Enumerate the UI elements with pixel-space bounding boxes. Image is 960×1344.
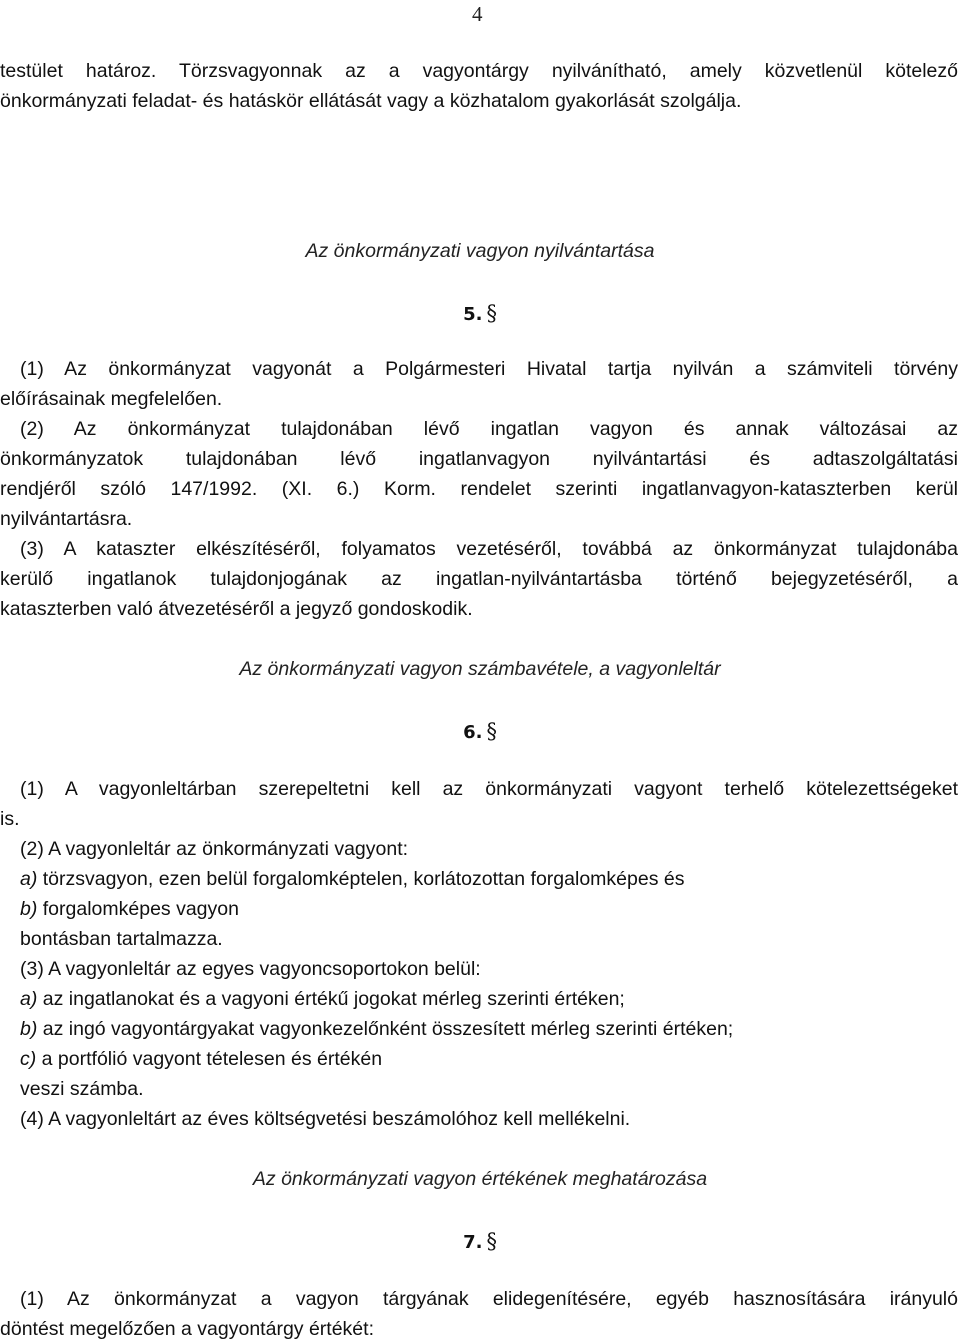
section-number: 5.: [463, 304, 483, 325]
paragraph-line: (1) Az önkormányzat vagyonát a Polgármesteri Hivatal tartja nyilván a számviteli törvény: [20, 358, 958, 380]
item-letter: a): [20, 868, 38, 890]
list-item: [20, 1044, 382, 1074]
paragraph-line: döntést megelőzően a vagyontárgy értékét:: [0, 1318, 374, 1340]
list-item: [20, 1014, 733, 1044]
section-heading: [0, 298, 960, 330]
paragraph-line: (4) A vagyonleltárt az éves költségvetési beszámolóhoz kell mellékelni.: [20, 1108, 631, 1130]
item-text: forgalomképes vagyon: [37, 898, 239, 920]
paragraph-line: (1) A vagyonleltárban szerepeltetni kell az önkormányzati vagyont terhelő kötelezettségeket: [20, 778, 958, 800]
section-title: Az önkormányzati vagyon értékének meghatározása: [252, 1168, 708, 1190]
item-text: törzsvagyon, ezen belül forgalomképtelen, korlátozottan forgalomképes és: [37, 868, 685, 890]
paragraph-line: előírásainak megfelelően.: [0, 388, 223, 410]
paragraph-line: önkormányzatok tulajdonában lévő ingatlanvagyon nyilvántartási és adtaszolgáltatási: [0, 448, 958, 470]
item-letter: b): [20, 898, 38, 920]
paragraph-sign: §: [486, 1229, 497, 1253]
item-letter: a): [20, 988, 38, 1010]
item-text: az ingó vagyontárgyakat vagyonkezelőnként összesített mérleg szerinti értéken;: [37, 1018, 734, 1040]
item-letter: c): [20, 1048, 37, 1070]
section-number: 7.: [463, 1232, 483, 1253]
paragraph-sign: §: [486, 301, 497, 325]
paragraph-line: (3) A kataszter elkészítéséről, folyamatos vezetéséről, továbbá az önkormányzat tulajdonába: [20, 538, 958, 560]
paragraph-line: kataszterben való átvezetéséről a jegyző gondoskodik.: [0, 598, 473, 620]
paragraph-line: bontásban tartalmazza.: [20, 928, 223, 950]
intro-line: önkormányzati feladat- és hatáskör ellátását vagy a közhatalom gyakorlását szolgálja.: [0, 90, 742, 112]
list-item: [20, 984, 625, 1014]
paragraph-line: kerülő ingatlanok tulajdonjogának az ingatlan-nyilvántartásba történő bejegyzetéséről, a: [0, 568, 958, 590]
page-number: 4: [472, 2, 483, 26]
list-item: [20, 864, 684, 894]
section-heading: [0, 716, 960, 748]
section-heading: [0, 1226, 960, 1258]
paragraph-line: rendjéről szóló 147/1992. (XI. 6.) Korm. rendelet szerinti ingatlanvagyon-kataszterben kerül: [0, 478, 958, 500]
paragraph-line: (2) A vagyonleltár az önkormányzati vagyont:: [20, 838, 409, 860]
paragraph-sign: §: [486, 719, 497, 743]
item-text: a portfólió vagyont tételesen és értékén: [36, 1048, 383, 1070]
intro-line: testület határoz. Törzsvagyonnak az a vagyontárgy nyilvánítható, amely közvetlenül kötelező: [0, 60, 958, 82]
list-item: [20, 894, 239, 924]
item-letter: b): [20, 1018, 38, 1040]
paragraph-line: is.: [0, 808, 20, 830]
paragraph-line: (2) Az önkormányzat tulajdonában lévő ingatlan vagyon és annak változásai az: [20, 418, 958, 440]
section-title: Az önkormányzati vagyon számbavétele, a vagyonleltár: [239, 658, 721, 680]
item-text: az ingatlanokat és a vagyoni értékű jogokat mérleg szerinti értéken;: [37, 988, 625, 1010]
section-title: Az önkormányzati vagyon nyilvántartása: [305, 240, 655, 262]
section-number: 6.: [463, 722, 483, 743]
paragraph-line: veszi számba.: [20, 1078, 144, 1100]
paragraph-line: (3) A vagyonleltár az egyes vagyoncsoportokon belül:: [20, 958, 481, 980]
paragraph-line: nyilvántartásra.: [0, 508, 133, 530]
paragraph-line: (1) Az önkormányzat a vagyon tárgyának elidegenítésére, egyéb hasznosítására irányuló: [20, 1288, 958, 1310]
